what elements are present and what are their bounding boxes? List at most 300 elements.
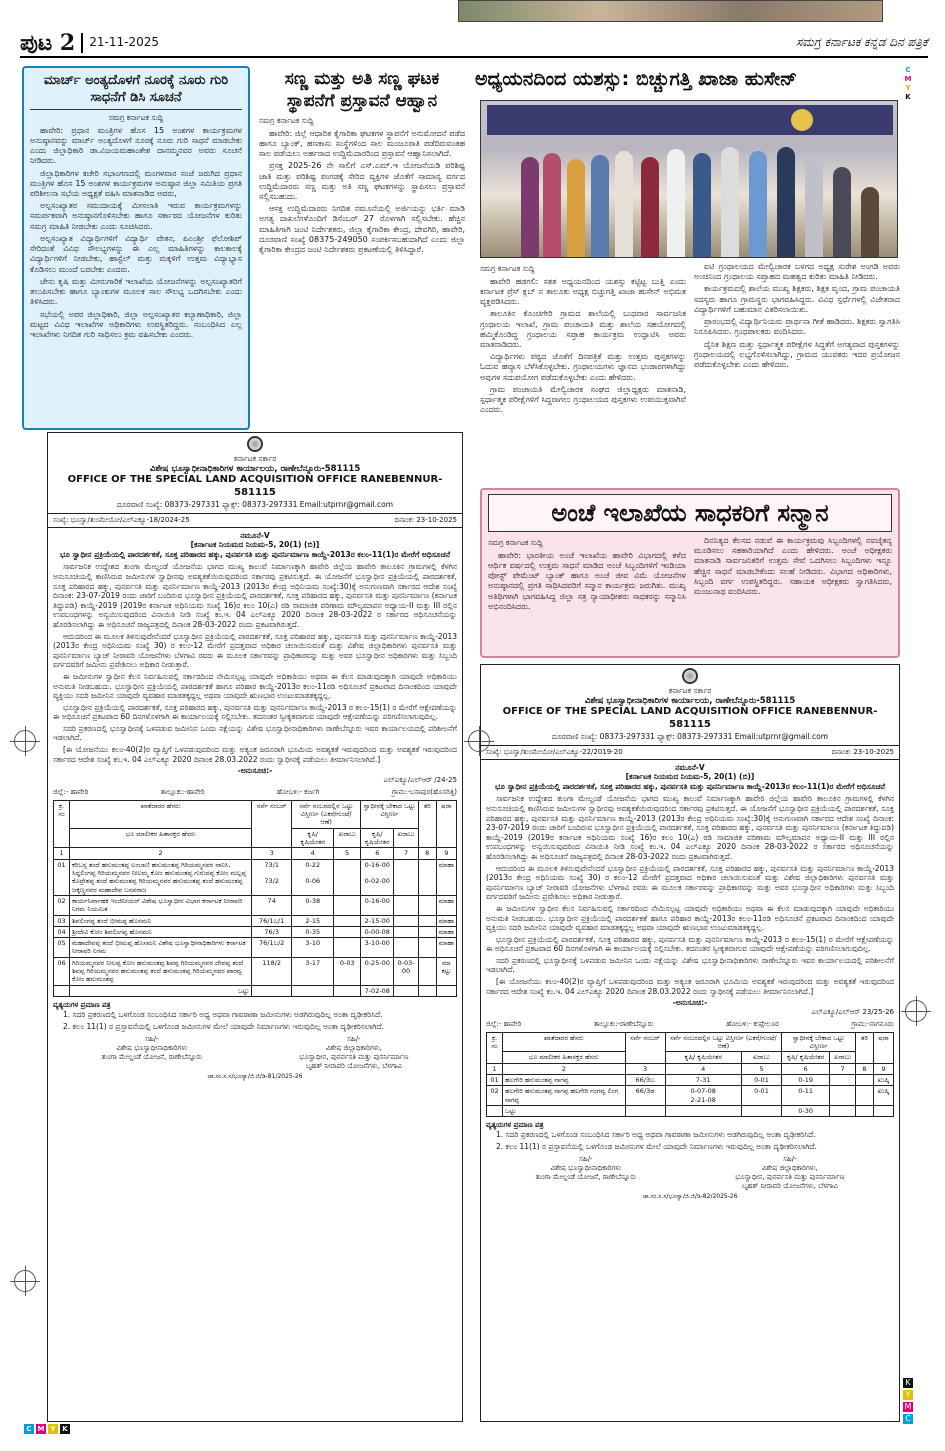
schedule-hobli: ಹೋಬಳಿ:- ಕರ್ಜಗಿ <box>276 787 320 796</box>
article-paragraph: ಐಟಿ ಗ್ರಂಥಾಲಯದ ಮೇಲ್ವಿಚಾರಕ ಬಳಗದ ಅಧ್ಯಕ್ಷ ಸುರೇಶ ಅಂಗಡಿ ಅವರು ಅಂಚಿನಿಂದ ಗ್ರಂಥಾಲಯ ಸಪ್ತಾಹದ ಮಹತ್ವದ ಕುರಿತು ಮಾಹಿತಿ ನೀಡಿದರು. <box>694 262 900 282</box>
table-cell-khar2 <box>394 926 418 937</box>
person-figure <box>861 187 879 257</box>
article-body <box>30 126 242 341</box>
table-cell-khar2 <box>830 1105 856 1116</box>
event-photo <box>480 100 898 258</box>
schedule-district: ಜಿಲ್ಲೆ:- ಹಾವೇರಿ <box>53 787 89 796</box>
notice-date: ದಿನಾಂಕ: 23-10-2025 <box>831 747 894 756</box>
reg-y: Y <box>48 1424 58 1434</box>
signature-block <box>53 1035 457 1071</box>
col-number: 7 <box>830 1063 856 1074</box>
registration-marks-bottom <box>24 1424 70 1434</box>
notice-state: ಕರ್ನಾಟಕ ಸರ್ಕಾರ <box>668 686 712 695</box>
table-cell-remark: ಮಾಹಾ <box>436 895 456 915</box>
schedule-district: ಜಿಲ್ಲೆ:- ಹಾವೇರಿ <box>486 1019 522 1028</box>
table-cell-area: 2-15 <box>292 915 334 926</box>
signature-left <box>102 1035 203 1071</box>
notice-footer-code: ಜಾ.ಸಂ.ಸ.ಸ/ಭೂಸ್ವಾ/ಜಿ.ಜಿ/ಡಿ-81/2025-26 <box>207 1072 303 1080</box>
notice-paragraph: ಭೂಸ್ವಾಧೀನ ಪ್ರಕ್ರಿಯೆಯಲ್ಲಿ ಪಾರದರ್ಶಕತೆ, ಸೂಕ್ತ ಪರಿಹಾರದ ಹಕ್ಕು, ಪುನರ್ವಸತಿ ಮತ್ತು ಪುನರ್ನಿರ್ಮಾಣ ಕಾಯ್ದೆ-2013 ರ ಕಲಂ-15(1) ರ ಮೇರೆಗೆ ಆಕ್ಷೇಪಣೆಯನ್ನು ಈ ಅಧಿಸೂಚನೆ ಪ್ರಕಟವಾದ 60 ದಿನಗಳೊಳಗಾಗಿ ಈ ಕಾರ್ಯಾಲಯಕ್ಕೆ ಸಲ್ಲಿಸಬೇಕು. ತದನಂತರ ಸ್ವೀಕೃತವಾಗುವ ಯಾವುದೇ ಆಕ್ಷೇಪಣೆಯನ್ನು ಪರಿಗಣಿಸಲಾಗುವುದಿಲ್ಲ. <box>53 702 457 722</box>
article-paragraph: ಹಾವೇರಿ: ಪ್ರಧಾನ ಮಂತ್ರಿಗಳ ಹೊಸ 15 ಅಂಶಗಳ ಕಾರ್ಯಕ್ರಮಗಳ ಅನುಷ್ಠಾನವನ್ನು ಮಾರ್ಚ್ ಅಂತ್ಯದೊಳಗೆ ನೂರಕ್ಕೆ ನೂರು ಗುರಿ ಸಾಧನೆ ಮಾಡಬೇಕು ಎಂದು ಜಿಲ್ಲಾಧಿಕಾರಿ ಡಾ.ವಿಜಯಮಹಾಂತೇಶ ದಾನಮ್ಮನವರ ಅವರು ಸೂಚನೆ ನೀಡಿದರು. <box>30 125 242 166</box>
col-subheader: ಕೃಷಿ/ ಕೃಷಿಯೇತರ <box>292 828 334 848</box>
table-cell-remark: ಮಾಹಾ <box>436 926 456 937</box>
notice-ref-number: ಸಂಖ್ಯೆ: ಭೂಸ್ವಾ/ತುಂಮೇಯೋ/ಎಲ್‌ಎಕ್ಯೂ-18/2024-25 <box>53 515 190 524</box>
table-cell-survey: 118/2 <box>252 957 292 985</box>
person-figure <box>667 149 685 257</box>
col-number: 1 <box>487 1063 503 1074</box>
sig-line: ತುಂಗಾ ಮೇಲ್ದಂಡೆ ಯೋಜನೆ, ರಾಣೇಬೆನ್ನೂರು <box>101 1053 203 1062</box>
table-cell-survey: 76/3 <box>252 926 292 937</box>
registration-marks-right <box>903 1378 913 1426</box>
table-cell-acq: 0-16-00 <box>361 895 394 915</box>
col-header: ಸರ್ವೆ ನಂಬರ್ <box>252 800 292 848</box>
table-cell-bound <box>418 859 436 895</box>
signature-block <box>486 1155 894 1191</box>
notice-rule: [ಕರ್ನಾಟಕ ನಿಯಮದ ನಿಯಮ-5, 20(1) (ಬಿ)] <box>190 540 320 550</box>
article-paragraph: ಸಭೆಯಲ್ಲಿ ಅಪರ ಜಿಲ್ಲಾಧಿಕಾರಿ, ಜಿಲ್ಲಾ ಅಲ್ಪಸಂಖ್ಯಾತರ ಕಲ್ಯಾಣಾಧಿಕಾರಿ, ಜಿಲ್ಲಾ ಮಟ್ಟದ ವಿವಿಧ ಇಲಾಖೆಗಳ ಅಧಿಕಾರಿಗಳು ಉಪಸ್ಥಿತರಿದ್ದರು. ಸಂಬಂಧಿಸಿದ ಎಲ್ಲ ಇಲಾಖೆಗಳು ನಿಗದಿತ ಗುರಿ ಸಾಧಿಸಲು ಕ್ರಮ ವಹಿಸಬೇಕು ಎಂದರು. <box>30 309 242 340</box>
col-subheader: ಭೂ ಮಾಲೀಕರ ಹಿತಾಸಕ್ತರ ಹೆಸರು <box>70 828 252 848</box>
col-number: 6 <box>361 848 394 859</box>
col-number: 2 <box>503 1063 626 1074</box>
table-cell-bound <box>856 1075 874 1086</box>
stage-banner <box>487 105 893 135</box>
col-number: 9 <box>436 848 456 859</box>
table-cell-sl: 02 <box>487 1086 503 1106</box>
table-cell-acq: 0-25-00 <box>361 957 394 985</box>
col-subheader: ಭೂ ಮಾಲೀಕರ ಹಿತಾಸಕ್ತರ ಹೆಸರು <box>503 1052 626 1063</box>
article-column <box>480 262 686 484</box>
sig-line: ವಿಶೇಷ ಜಿಲ್ಲಾಧಿಕಾರಿಗಳು, <box>761 1164 818 1173</box>
article-small-units <box>255 66 469 430</box>
notice-paragraph: ಸದರಿ ಪ್ರಕರಣದಲ್ಲಿ ಭೂಸ್ವಾಧೀನಕ್ಕೆ ಒಳಪಡುವ ಜಮೀನಿನ ಒಂದು ನಕ್ಷೆಯನ್ನು ವಿಶೇಷ ಭೂಸ್ವಾಧೀನಾಧಿಕಾರಿಗಳು ರಾಣೇಬೆನ್ನೂರು ಇವರ ಕಾರ್ಯಾಲಯದಲ್ಲಿ ಪರಿಶೀಲನೆಗೆ ಇಡಲಾಗಿದೆ. <box>486 955 894 975</box>
reg-k: K <box>60 1424 70 1434</box>
table-cell-khar <box>741 1105 781 1116</box>
table-cell-khar2 <box>394 895 418 915</box>
col-number: 1 <box>54 848 70 859</box>
col-subheader: ಕೃಷಿ/ ಕೃಷಿಯೇತರ <box>361 828 394 848</box>
article-byline: ಸಮಗ್ರ ಕರ್ನಾಟಕ ಸುದ್ದಿ <box>480 264 535 273</box>
table-cell-khar2 <box>394 985 418 996</box>
table-cell-area: 0-07-08 2-21-08 <box>665 1086 741 1106</box>
reg-m: M <box>904 1402 912 1411</box>
article-paragraph: ಪ್ರಸಕ್ತ 2025-26 ನೇ ಸಾಲಿಗೆ ಎಸ್.ಎಮ್.ಇ ಯೋಜನೆಯಡಿ ಪರಿಶಿಷ್ಟ ಜಾತಿ ಮತ್ತು ಪರಿಶಿಷ್ಟ ಪಂಗಡಕ್ಕೆ ಸೇರಿದ ವ್ಯಕ್ತಿಗಳ ಜೊತೆಗೆ ಸಾಮಾನ್ಯ ವರ್ಗದ ಉದ್ದಿಮೆದಾರರು ಸಣ್ಣ ಮತ್ತು ಅತಿ ಸಣ್ಣ ಘಟಕಗಳನ್ನು ಸ್ಥಾಪಿಸಲು ಪ್ರಸ್ತಾವನೆ ಸಲ್ಲಿಸಬಹುದು. <box>259 161 465 201</box>
notice-act: ಭೂ ಸ್ವಾಧೀನ ಪ್ರಕ್ರಿಯೆಯಲ್ಲಿ ಪಾರದರ್ಶಕತೆ, ಸೂಕ್ತ ಪರಿಹಾರದ ಹಕ್ಕು, ಪುನರ್ವಸತಿ ಮತ್ತು ಪುನರ್ನಿರ್ಮಾಣ ಕಾಯ್ದೆ-2013ರ ಕಲಂ-11(1)ರ ಮೇರೆಗೆ ಅಧಿಸೂಚನೆ <box>494 781 886 791</box>
sig-line: ಬೃಹತ್ ನೀರಾವರಿ ಯೋಜನೆಗಳು, ಬೆಳಗಾವಿ <box>305 1062 402 1071</box>
table-cell-bound <box>418 895 436 915</box>
notice-paragraph: ಆದುದರಿಂದ ಈ ಮೂಲಕ ತಿಳಿಸುವುದೇನೆಂದರೆ ಭೂಸ್ವಾಧೀನ ಪ್ರಕ್ರಿಯೆಯಲ್ಲಿ ಪಾರದರ್ಶಕತೆ, ಸೂಕ್ತ ಪರಿಹಾರದ ಹಕ್ಕು, ಪುನರ್ವಸತಿ ಮತ್ತು ಪುನರ್ನಿರ್ಮಾಣ ಕಾಯ್ದೆ-2013 (2013ರ ಕೇಂದ್ರ ಅಧಿನಿಯಮ ಸಂಖ್ಯೆ 30) ರ ಕಲಂ-12 ಮೇರೆಗೆ ಪ್ರದತ್ತವಾದ ಅಧಿಕಾರ ಚಲಾಯಿಸುವಂತೆ ಮತ್ತು ವಿಶೇಷ ಜಿಲ್ಲಾಧಿಕಾರಿಗಳು ಪುನರ್ವಸತಿ ಮತ್ತು ಪುನರ್ನಿರ್ಮಾಣ ಬ್ಯಾಚ್ ನೀರಾವರಿ ಯೋಜನೆಗಳು ಬೆಳಗಾವಿ ರವರು ಈ ಮೂಲಕ ಸರ್ಕಾರವನ್ನು ಪ್ರಾಧಿಕಾರವನ್ನು ಮತ್ತು ಅವರ ಭೂಸ್ವಾಧೀನ ಅಧಿಕಾರಿಗಳು ಮತ್ತು ಸಿಬ್ಬಂದಿ ವರ್ಗದವರಿಗೆ ಜಮೀನು ಪ್ರವೇಶಿಸಲು ಅಧಿಕಾರ ನೀಡುತ್ತಾರೆ. <box>53 631 457 670</box>
table-cell-remark: ಮಾ ಕಟ್ಟು <box>436 957 456 985</box>
table-cell-khar2 <box>830 1086 856 1106</box>
table-cell-sl: 03 <box>54 915 70 926</box>
table-cell-area: 3-17 <box>292 957 334 985</box>
reg-c: C <box>905 66 911 74</box>
notice-paragraph: ಭೂಸ್ವಾಧೀನ ಪ್ರಕ್ರಿಯೆಯಲ್ಲಿ ಪಾರದರ್ಶಕತೆ, ಸೂಕ್ತ ಪರಿಹಾರದ ಹಕ್ಕು, ಪುನರ್ವಸತಿ ಮತ್ತು ಪುನರ್ನಿರ್ಮಾಣ ಕಾಯ್ದೆ-2013 ರ ಕಲಂ-15(1) ರ ಮೇರೆಗೆ ಆಕ್ಷೇಪಣೆಯನ್ನು ಈ ಅಧಿಸೂಚನೆ ಪ್ರಕಟವಾದ 60 ದಿನಗಳೊಳಗಾಗಿ ಈ ಕಾರ್ಯಾಲಯಕ್ಕೆ ಸಲ್ಲಿಸಬೇಕು. ತದನಂತರ ಸ್ವೀಕೃತವಾಗುವ ಯಾವುದೇ ಆಕ್ಷೇಪಣೆಯನ್ನು ಪರಿಗಣಿಸಲಾಗುವುದಿಲ್ಲ. <box>486 934 894 954</box>
table-cell-acq: 0-00-08 <box>361 926 394 937</box>
col-subheader: ಕೃಷಿ/ ಕೃಷಿಯೇತರ <box>782 1052 830 1063</box>
notice-date: ದಿನಾಂಕ: 23-10-2025 <box>394 515 457 524</box>
table-cell-acq: 0-16-00 0-02-00 <box>361 859 394 895</box>
article-paragraph: ದಿನನಿತ್ಯದ ಕೆಲಸದ ನಡುವೆ ಈ ಕಾರ್ಯಕ್ರಮವು ಸಿಬ್ಬಂದಿಗಳಲ್ಲಿ ನವಚೈತನ್ಯ ಮೂಡಿಸಲು ಸಹಕಾರಿಯಾಗಿದೆ ಎಂದು ಹೇಳಿದರು. ಅಂಚೆ ಅಧೀಕ್ಷಕರು ಮಾತನಾಡಿ ಸಾರ್ವಜನಿಕರಿಗೆ ಉತ್ತಮ ಸೇವೆ ಒದಗಿಸಲು ಸಿಬ್ಬಂದಿಗಳು ಇನ್ನೂ ಹೆಚ್ಚಿನ ಸಾಧನೆ ಮಾಡಬೇಕೆಂದು ಸಲಹೆ ನೀಡಿದರು. ವಿಭಾಗದ ಅಧಿಕಾರಿಗಳು, ಸಿಬ್ಬಂದಿ ವರ್ಗ ಉಪಸ್ಥಿತರಿದ್ದರು. ಸಹಾಯಕ ಅಧೀಕ್ಷಕರು ಸ್ವಾಗತಿಸಿದರು, ಮಂಜುನಾಥ ವಂದಿಸಿದರು. <box>694 536 892 597</box>
table-cell-bound <box>418 957 436 985</box>
registration-crosshair-icon <box>905 1000 927 1022</box>
land-acquisition-notice <box>47 432 463 1422</box>
col-number: 6 <box>782 1063 830 1074</box>
table-cell-remark <box>874 1105 894 1116</box>
notice-office-english: OFFICE OF THE SPECIAL LAND ACQUISITION OFFICE RANEBENNUR-581115 <box>502 706 878 731</box>
article-headline: ಅಂಚೆ ಇಲಾಖೆಯ ಸಾಧಕರಿಗೆ ಸನ್ಮಾನ <box>488 494 892 532</box>
col-number: 5 <box>334 848 361 859</box>
table-cell-khar <box>334 895 361 915</box>
table-cell-area: 7-31 <box>665 1075 741 1086</box>
schedule-village: ಗ್ರಾಮ:-ನಾಗನೂರು <box>851 1019 894 1028</box>
table-cell-name: ಒಟ್ಟು <box>70 985 252 996</box>
state-emblem-icon <box>247 436 263 452</box>
schedule-code: ಎಲ್‌ಎಕ್ಯೂ/ಎಲ್‌ಆರ್ /24-25 <box>383 775 457 784</box>
notice-act: ಭೂ ಸ್ವಾಧೀನ ಪ್ರಕ್ರಿಯೆಯಲ್ಲಿ ಪಾರದರ್ಶಕತೆ, ಸೂಕ್ತ ಪರಿಹಾರದ ಹಕ್ಕು, ಪುನರ್ವಸತಿ ಮತ್ತು ಪುನರ್ನಿರ್ಮಾಣ ಕಾಯ್ದೆ-2013ರ ಕಲಂ-11(1)ರ ಮೇರೆಗೆ ಅಧಿಸೂಚನೆ <box>59 549 451 559</box>
col-number: 8 <box>856 1063 874 1074</box>
schedule-taluk: ತಾಲ್ಲೂಕು:-ಹಾವೇರಿ <box>160 787 205 796</box>
table-cell-bound <box>418 938 436 958</box>
notice-paragraph: ಈ ಜಮೀನುಗಳ ಸ್ವಾಧೀನ ಕೆಲಸ ನಿರ್ವಹಿಸುವಲ್ಲಿ ಸರ್ಕಾರದಿಂದ ನೇಮಿಸಲ್ಪಟ್ಟ ಯಾವುದೇ ಅಧಿಕಾರಿಯು ಅಥವಾ ಈ ಕೆಲಸ ಮಾಡುವುದಕ್ಕಾಗಿ ಯಾವುದೇ ಅಧಿಕಾರಿಯು ಅನುಮತಿ ನೀಡಬಹುದು. ಭೂಸ್ವಾಧೀನ ಪ್ರಕ್ರಿಯೆಯಲ್ಲಿ ಪಾರದರ್ಶಕತೆ ಹಾಗೂ ಪರಿಹಾರ ಕಾಯ್ದೆ-2013ರ ಕಲಂ-11ರಡಿ ಅಧಿಸೂಚನೆ ಪ್ರಕಟವಾದ ದಿನಾಂಕದಿಂದ ಯಾವುದೇ ವ್ಯಕ್ತಿಯು ಸದರಿ ಜಮೀನಿನ ಯಾವುದೇ ವ್ಯವಹಾರ ಮಾಡತಕ್ಕದ್ದಲ್ಲ ಅಥವಾ ಯಾವುದೇ ಋಣಭಾರ ಉಂಟುಮಾಡತಕ್ಕದ್ದಲ್ಲ. <box>486 903 894 933</box>
col-header: ಷರಾ <box>874 1032 894 1063</box>
col-header: ಸರ್ವೆ ನಂಬರ್ <box>625 1032 665 1063</box>
reg-k: K <box>903 1378 913 1388</box>
col-header: ಸರ್ವೆ ನಂಬರದಲ್ಲಿನ ಒಟ್ಟು ವಿಸ್ತೀರ್ಣ (ಎಕರೆ/ಗುಂಟೆ/ ಆಣೆ) <box>292 800 361 828</box>
table-cell-sl: 06 <box>54 957 70 985</box>
notice-ref-number: ಸಂಖ್ಯೆ: ಭೂಸ್ವಾ/ತುಂಮೇಯೋ/ಎಲ್‌ಎಕ್ಯೂ-22/2019-20 <box>486 747 623 756</box>
col-header: ಸರ್ವೆ ನಂಬರದಲ್ಲಿನ ಒಟ್ಟು ವಿಸ್ತೀರ್ಣ (ಎಕರೆ/ಗುಂಟೆ/ ಆಣೆ) <box>665 1032 782 1052</box>
col-header: ಕ್ರ. ಸಂ <box>54 800 70 848</box>
table-row <box>54 895 457 915</box>
notice-paragraph: ಈ ಜಮೀನುಗಳ ಸ್ವಾಧೀನ ಕೆಲಸ ನಿರ್ವಹಿಸುವಲ್ಲಿ ಸರ್ಕಾರದಿಂದ ನೇಮಿಸಲ್ಪಟ್ಟ ಯಾವುದೇ ಅಧಿಕಾರಿಯು ಅಥವಾ ಈ ಕೆಲಸ ಮಾಡುವುದಕ್ಕಾಗಿ ಯಾವುದೇ ಅಧಿಕಾರಿಯು ಅನುಮತಿ ನೀಡಬಹುದು. ಭೂಸ್ವಾಧೀನ ಪ್ರಕ್ರಿಯೆಯಲ್ಲಿ ಪಾರದರ್ಶಕತೆ ಹಾಗೂ ಪರಿಹಾರ ಕಾಯ್ದೆ-2013ರ ಕಲಂ-11ರಡಿ ಅಧಿಸೂಚನೆ ಪ್ರಕಟವಾದ ದಿನಾಂಕದಿಂದ ಯಾವುದೇ ವ್ಯಕ್ತಿಯು ಸದರಿ ಜಮೀನಿನ ಯಾವುದೇ ವ್ಯವಹಾರ ಮಾಡತಕ್ಕದ್ದಲ್ಲ ಅಥವಾ ಯಾವುದೇ ಋಣಭಾರ ಉಂಟುಮಾಡತಕ್ಕದ್ದಲ್ಲ. <box>53 671 457 701</box>
table-cell-name: ಶಿವಲಿಂಗಪ್ಪ ತಂದೆ ಭೀಮಪ್ಪ ಹೊಸಮನಿ <box>70 915 252 926</box>
table-cell-name: ಗಿರಿಯಮ್ಮನವರ ನೀಲಪ್ಪ ಕೋಂ ಹನುಮಂತಪ್ಪ ಶಿವಪ್ಪ ಗಿರಿಯಮ್ಮನವರ ದೇವಪ್ಪ ತಂದೆ ಶಿವಪ್ಪ ಗಿರಿಯಮ್ಮನವರ ಹನುಮಂತಪ್ಪ ತಂದೆ ಹನುಮಂತಪ್ಪ ಗಿರಿಯಮ್ಮನವರ ಪಾರವ್ವ ಕೋಂ ಹನುಮಂತಪ್ಪ <box>70 957 252 985</box>
sig-line: ಬೃಹತ್ ನೀರಾವರಿ ಯೋಜನೆಗಳು, ಬೆಳಗಾವಿ <box>741 1182 838 1191</box>
table-cell-remark: ಖುಷ್ಕಿ <box>874 1086 894 1106</box>
table-cell-khar2 <box>394 859 418 895</box>
table-cell-khar <box>334 926 361 937</box>
table-cell-name: ಶ್ರೀದೇವಿ ಕೋಂ ಶಿವಲಿಂಗಪ್ಪ ಹೊಸಮನಿ <box>70 926 252 937</box>
person-figure <box>777 147 795 257</box>
col-subheader: ಕೃಷಿ/ ಕೃಷಿಯೇತರ <box>665 1052 741 1063</box>
table-cell-survey: 76/1ಬ/1 <box>252 915 292 926</box>
table-cell-remark: ಮಾಹಾ <box>436 915 456 926</box>
sig-line: ಸಹಿ/- <box>347 1035 361 1044</box>
registration-crosshair-icon <box>14 730 36 752</box>
table-row <box>54 926 457 937</box>
col-header: ಖಾತೆದಾರರ ಹೆಸರು <box>70 800 252 828</box>
notice-paragraph: ಸಾರ್ವಜನಿಕ ಉದ್ದೇಶದ ತುಂಗಾ ಮೇಲ್ದಂಡೆ ಯೋಜನೆಯ ಭಾಗದ ಮುಖ್ಯ ಕಾಲುವೆ ನಿರ್ಮಾಣಕ್ಕಾಗಿ ಹಾವೇರಿ ಜಿಲ್ಲೆಯ ಹಾವೇರಿ ತಾಲೂಕಿನ ಗ್ರಾಮಗಳಲ್ಲಿ ಕೆಳಗಿನ ಅನುಸೂಚಿಯಲ್ಲಿ ಕಾಣಿಸಿರುವ ಜಮೀನುಗಳ ಸ್ವಾಧೀನವು ಅವಶ್ಯಕತೆಯಿರುವುದರಿಂದ ಸರ್ಕಾರವು ಪ್ರಕಟಿಸುತ್ತದೆ. ಈ ಯೋಜನೆಗೆ ಭೂಸ್ವಾಧೀನ ಪ್ರಕ್ರಿಯೆಯಲ್ಲಿ ಪಾರದರ್ಶಕತೆ, ಸೂಕ್ತ ಪರಿಹಾರದ ಹಕ್ಕು, ಪುನರ್ವಸತಿ ಮತ್ತು ಪುನರ್ನಿರ್ಮಾಣ ಕಾಯ್ದೆ-2013 (2013ರ ಕೇಂದ್ರ ಅಧಿನಿಯಮ ಸಂಖ್ಯೆ:30)ಕ್ಕೆ ಅನುಗುಣವಾಗಿ ಸರ್ಕಾರದ ಆದೇಶ ಸಂಖ್ಯೆ ದಿನಾಂಕ: 23-07-2019 ರಂದು ಜಾರಿಗೆ ಬಂದಿರುವ ಭೂಸ್ವಾಧೀನ ಪ್ರಕ್ರಿಯೆಯಲ್ಲಿ ಪಾರದರ್ಶಕತೆ, ಸೂಕ್ತ ಪರಿಹಾರದ ಹಕ್ಕು, ಪುನರ್ವಸತಿ ಮತ್ತು ಪುನರ್ನಿರ್ಮಾಣ (ಕರ್ನಾಟಕ ತಿದ್ದುಪಡಿ) ಕಾಯ್ದೆ-2019 (2019ರ ಕರ್ನಾಟಕ ಅಧಿನಿಯಮ ಸಂಖ್ಯೆ 16)ರ ಕಲಂ 10(ಎ) ರಡಿ ಸಾಮಾಜಿಕ ಪರಿಣಾಮ ಮೌಲ್ಯಮಾಪನ ಅಧ್ಯಾಯ-II ಮತ್ತು III ರಲ್ಲಿನ ಉಪಬಂಧಗಳನ್ನು ಅನ್ವಯಿಸುವುದರಿಂದ ವಿನಾಯಿತಿ ನೀಡಿ ಸಂಖ್ಯೆ ಕಂ.ಇ. 04 ಎಲ್‌ಎಕ್ಯೂ 2020 ದಿನಾಂಕ 28-03-2022 ರ ಸರ್ಕಾರದ ಅಧಿಸೂಚನೆಯನ್ನು ಹೊರಡಿಸಲಾಗಿದ್ದು ಈ ಅಧಿಸೂಚನೆ ರಾಜ್ಯಪತ್ರದಲ್ಲಿ ದಿನಾಂಕ 28-03-2022 ರಂದು ಪ್ರಕಟವಾಗಿರುತ್ತದೆ. <box>486 794 894 861</box>
table-row <box>54 985 457 996</box>
table-cell-area <box>665 1105 741 1116</box>
table-cell-name: ಮಹಾದೇವಪ್ಪ ತಂದೆ ಭೀಮಪ್ಪ ಹೊಸಮನಿ ವಿಶೇಷ ಭೂಸ್ವಾಧೀನಾಧಿಕಾರಿಗಳು ಕರ್ನಾಟಕ ನೀರಾವರಿ ನಿಗಮ <box>70 938 252 958</box>
article-headline: ಮಾರ್ಚ್ ಅಂತ್ಯದೊಳಗೆ ನೂರಕ್ಕೆ ನೂರು ಗುರಿ ಸಾಧನೆಗೆ ಡಿಸಿ ಸೂಚನೆ <box>30 72 242 110</box>
article-paragraph: ಕಾರ್ಯಕ್ರಮದಲ್ಲಿ ಶಾಲೆಯ ಮುಖ್ಯ ಶಿಕ್ಷಕರು, ಶಿಕ್ಷಕ ವೃಂದ, ಗ್ರಾಮ ಪಂಚಾಯತಿ ಸದಸ್ಯರು ಹಾಗೂ ಗ್ರಾಮಸ್ಥರು ಭಾಗವಹಿಸಿದ್ದರು. ವಿವಿಧ ಸ್ಪರ್ಧೆಗಳಲ್ಲಿ ವಿಜೇತರಾದ ವಿದ್ಯಾರ್ಥಿಗಳಿಗೆ ಬಹುಮಾನ ವಿತರಿಸಲಾಯಿತು. <box>694 284 900 314</box>
masthead-divider <box>81 33 83 53</box>
person-figure <box>641 157 659 257</box>
top-photo-strip <box>458 0 883 22</box>
table-cell-area: 0-35 <box>292 926 334 937</box>
schedule-table <box>53 800 457 997</box>
notice-paragraph: ಸದರಿ ಪ್ರಕರಣದಲ್ಲಿ ಭೂಸ್ವಾಧೀನಕ್ಕೆ ಒಳಪಡುವ ಜಮೀನಿನ ಒಂದು ನಕ್ಷೆಯನ್ನು ವಿಶೇಷ ಭೂಸ್ವಾಧೀನಾಧಿಕಾರಿಗಳು ರಾಣೇಬೆನ್ನೂರು ಇವರ ಕಾರ್ಯಾಲಯದಲ್ಲಿ ಪರಿಶೀಲನೆಗೆ ಇಡಲಾಗಿದೆ. <box>53 723 457 743</box>
person-figure <box>521 157 539 257</box>
article-body <box>488 536 892 614</box>
article-paragraph: ಪ್ರಾರಂಭದಲ್ಲಿ ವಿದ್ಯಾರ್ಥಿನಿಯರು ಪ್ರಾರ್ಥನಾ ಗೀತೆ ಹಾಡಿದರು. ಶಿಕ್ಷಕರು ಸ್ವಾಗತಿಸಿ ನಿರೂಪಿಸಿದರು. ಗ್ರಂಥಪಾಲಕರು ವಂದಿಸಿದರು. <box>694 317 900 337</box>
article-paragraph: ಜೇನು ಕೃಷಿ ಮತ್ತು ಮೀನುಗಾರಿಕೆ ಇಲಾಖೆಯ ಯೋಜನೆಗಳನ್ನು ಅಲ್ಪಸಂಖ್ಯಾತರಿಗೆ ತಲುಪಿಸಬೇಕು ಹಾಗೂ ಬ್ಯಾಂಕುಗಳ ಮೂಲಕ ಸಾಲ ಸೌಲಭ್ಯ ಒದಗಿಸಬೇಕು ಎಂದು ತಿಳಿಸಿದರು. <box>30 276 242 307</box>
table-cell-khar <box>334 915 361 926</box>
table-cell-survey: 66/3ಬ <box>625 1075 665 1086</box>
schedule-title: -ಅನುಸೂಚಿ:- <box>672 998 708 1008</box>
table-cell-acq: 0-11 <box>782 1086 830 1106</box>
table-row <box>54 915 457 926</box>
table-cell-bound <box>418 915 436 926</box>
person-figure <box>615 151 633 257</box>
paper-name: ಸಮಗ್ರ ಕರ್ನಾಟಕ ಕನ್ನಡ ದಿನ ಪತ್ರಿಕೆ <box>796 35 928 50</box>
article-paragraph: ಜಿಲ್ಲಾಧಿಕಾರಿಗಳ ಕಚೇರಿ ಸಭಾಂಗಣದಲ್ಲಿ ಮಂಗಳವಾರ ಸಂಜೆ ಜರುಗಿದ ಪ್ರಧಾನ ಮಂತ್ರಿಗಳ ಹೊಸ 15 ಅಂಶಗಳ ಕಾರ್ಯಕ್ರಮಗಳ ಅನುಷ್ಠಾನ ಜಿಲ್ಲಾ ಸಮಿತಿಯ ಪ್ರಗತಿ ಪರಿಶೀಲನಾ ಸಭೆಯ ಅಧ್ಯಕ್ಷತೆ ವಹಿಸಿ ಮಾತನಾಡಿದ ಅವರು, <box>30 168 242 198</box>
table-cell-sl: 04 <box>54 926 70 937</box>
col-number: 4 <box>292 848 334 859</box>
notice-contact: ದೂರವಾಣಿ ಸಂಖ್ಯೆ: 08373-297331 ಫ್ಯಾಕ್ಸ್: 08373-297331 Email:utprnr@gmail.com <box>116 500 394 510</box>
col-number: 4 <box>665 1063 741 1074</box>
notice-paragraph: [ಈ ಯೋಜನೆಯು ಕಲಂ-40(2)ರ ವ್ಯಾಪ್ತಿಗೆ ಒಳಪಡುವುದರಿಂದ ಮತ್ತು ಅತ್ಯಂತ ಜರೂರಾಗಿ ಭೂಮಿಯ ಅವಶ್ಯಕತೆ ಇರುವುದರಿಂದ ಮತ್ತು ಅವಶ್ಯಕತೆ ಇರುವುದರಿಂದ ಸರ್ಕಾರದ ಆದೇಶ ಸಂಖ್ಯೆ ಕಂ.ಇ. 04 ಎಲ್‌ಎಕ್ಯೂ 2020 ದಿನಾಂಕ 28.03.2022 ರಂದು ಸ್ವಾಧೀನಕ್ಕೆ ಪಡೆಯಲು ತೀರ್ಮಾನಿಸಲಾಗಿದೆ.] <box>486 977 894 996</box>
table-cell-acq: 2-15-00 <box>361 915 394 926</box>
table-cell-area: 0-38 <box>292 895 334 915</box>
article-study-headline-wrap <box>475 66 900 96</box>
schedule-hobli: ಹೋಬಳಿ:- ಕುಪ್ಪೇಲೂರ <box>726 1019 779 1028</box>
table-cell-bound <box>856 1086 874 1106</box>
table-cell-bound <box>418 985 436 996</box>
reg-y: Y <box>905 84 911 92</box>
certificate-note: 2. ಕಲಂ 11(1) ರ ಪ್ರಸ್ತಾವನೆಯಲ್ಲಿ ಒಳಗೊಂಡ ಜಮೀನುಗಳ ಮೇಲೆ ಯಾವುದೇ ನಿರ್ಮಾಣಗಳು ಇರುವುದಿಲ್ಲ ಅಂತಾ ದೃಢೀಕರಿಸಲಾಗಿದೆ. <box>63 1021 384 1031</box>
article-paragraph: ತಾಲೂಕಿನ ಕೊಂಚಿಗೇರಿ ಗ್ರಾಮದ ಶಾಲೆಯಲ್ಲಿ ಬುಧವಾರ ಸಾರ್ವಜನಿಕ ಗ್ರಂಥಾಲಯ ಇಲಾಖೆ, ಗ್ರಾಮ ಪಂಚಾಯತಿ ಮತ್ತು ಶಾಲೆಯ ಸಹಯೋಗದಲ್ಲಿ ಹಮ್ಮಿಕೊಂಡಿದ್ದ ಗ್ರಂಥಾಲಯ ಸಪ್ತಾಹ ಕಾರ್ಯಕ್ರಮ ಉದ್ಘಾಟಿಸಿ ಅವರು ಮಾತನಾಡಿದರು. <box>480 309 686 349</box>
table-row <box>487 1105 894 1116</box>
person-figure <box>749 151 767 257</box>
table-cell-sl <box>487 1105 503 1116</box>
col-header: ಸ್ವಾಧೀನಕ್ಕೆ ಬೇಕಾದ ಒಟ್ಟು ವಿಸ್ತೀರ್ಣ <box>782 1032 856 1052</box>
table-row <box>487 1086 894 1106</box>
notice-state: ಕರ್ನಾಟಕ ಸರ್ಕಾರ <box>233 454 277 463</box>
certificate-note: 1. ಸದರಿ ಪ್ರಕರಣದಲ್ಲಿ ಒಳಗೊಂಡ ಸಂಬಂಧಿಸಿದ ಸರ್ಕಾರಿ ಅಧ್ಯ ಅಥವಾ ಗಾವಠಾಣಾ ಜಮೀನುಗಳು ಅಡಗಿರುವುದಿಲ್ಲ ಅಂತಾ ದೃಢೀಕರಿಸಿದೆ. <box>63 1009 383 1019</box>
table-cell-sl: 01 <box>54 859 70 895</box>
reg-c: C <box>903 1414 913 1424</box>
table-row <box>54 938 457 958</box>
article-headline: ಅಧ್ಯಯನದಿಂದ ಯಶಸ್ಸು: ಬಿಚ್ಚುಗತ್ತಿ ಖಾಜಾ ಹುಸೇನ್ <box>475 68 797 90</box>
person-figure <box>833 167 851 257</box>
issue-date: 21-11-2025 <box>89 35 159 50</box>
table-cell-survey: 66/3ಡ <box>625 1086 665 1106</box>
sig-line: ಸಹಿ/- <box>579 1155 593 1164</box>
table-cell-bound <box>856 1105 874 1116</box>
table-cell-survey: 73/1 73/2 <box>252 859 292 895</box>
table-cell-survey: 74 <box>252 895 292 915</box>
sig-line: ಭೂಸ್ವಾಧೀನ, ಪುನರ್ವಸತಿ ಮತ್ತು ಪುನರ್ನಿರ್ಮಾಣ <box>299 1053 409 1062</box>
article-paragraph: ಅಲ್ಪಸಂಖ್ಯಾತರ ಸಮುದಾಯಕ್ಕೆ ಮೀಸಲಾತಿ ಇರುವ ಕಾರ್ಯಕ್ರಮಗಳನ್ನು ಸಮರ್ಪಕವಾಗಿ ಅನುಷ್ಠಾನಗೊಳಿಸಬೇಕು ಹಾಗೂ ಸರ್ಕಾರದ ಯೋಜನೆಗಳ ಕುರಿತು ಸಮಗ್ರ ಮಾಹಿತಿ ನೀಡಬೇಕು ಎಂದು ಸೂಚಿಸಿದರು. <box>30 201 242 231</box>
article-paragraph: ವಿದ್ಯಾರ್ಥಿಗಳು ಪಠ್ಯದ ಜೊತೆಗೆ ದಿನಪತ್ರಿಕೆ ಮತ್ತು ಉತ್ತಮ ಪುಸ್ತಕಗಳನ್ನು ಓದುವ ಹವ್ಯಾಸ ಬೆಳೆಸಿಕೊಳ್ಳಬೇಕು. ಗ್ರಂಥಾಲಯಗಳು ಜ್ಞಾನದ ಭಂಡಾರಗಳಾಗಿದ್ದು ಅವುಗಳ ಸದುಪಯೋಗ ಪಡೆದುಕೊಳ್ಳಬೇಕು ಎಂದು ಹೇಳಿದರು. <box>480 352 686 382</box>
sig-line: ಸಹಿ/- <box>145 1035 159 1044</box>
col-header: ತರಿ <box>418 800 436 848</box>
table-cell-khar <box>334 859 361 895</box>
col-subheader: ಖರಾಬು <box>394 828 418 848</box>
table-cell-survey <box>625 1105 665 1116</box>
person-figure <box>693 153 711 257</box>
schedule-title: -ಅನುಸೂಚಿ:- <box>237 766 273 776</box>
article-paragraph: ದೈನಿಕ ಶಿಕ್ಷಣ ಮತ್ತು ಸ್ಪರ್ಧಾತ್ಮಕ ಪರೀಕ್ಷೆಗಳ ಸಿದ್ಧತೆಗೆ ಅಗತ್ಯವಾದ ಪುಸ್ತಕಗಳನ್ನು ಗ್ರಂಥಾಲಯದಲ್ಲಿ ಲಭ್ಯಗೊಳಿಸಲಾಗಿದ್ದು, ಗ್ರಾಮದ ಯುವಕರು ಇದರ ಪ್ರಯೋಜನ ಪಡೆದುಕೊಳ್ಳಬೇಕು ಎಂದು ಹೇಳಿದರು. <box>694 339 900 370</box>
table-cell-khar <box>334 938 361 958</box>
schedule-location <box>53 788 457 797</box>
notice-office-kannada: ವಿಶೇಷ ಭೂಸ್ವಾಧೀನಾಧಿಕಾರಿಗಳ ಕಾರ್ಯಾಲಯ, ರಾಣೇಬೆನ್ನೂರು-581115 <box>149 463 361 474</box>
article-column <box>694 262 900 484</box>
article-paragraph: ಹಾವೇರಿ: ಜಿಲ್ಲೆ ಆಧಾರಿತ ಕೈಗಾರಿಕಾ ಘಟಕಗಳ ಸ್ಥಾಪನೆಗೆ ಅನುಮೋದನೆ ಪಡೆದ ಹಾಗೂ ಬ್ಯಾಂಕ್, ಹಣಕಾಸು ಸಂಸ್ಥೆಗಳಿಂದ ಸಾಲ ಮಂಜೂರಾತಿ ಪಡೆದಿರುವಂತಹ ಸಾಲ ಪಡೆಯಲು ಅರ್ಹರಾದ ಉದ್ದಿಮೆದಾರರಿಂದ ಪ್ರಸ್ತಾವನೆ ಆಹ್ವಾನಿಸಲಾಗಿದೆ. <box>259 128 465 159</box>
table-row <box>54 957 457 985</box>
reg-m: M <box>904 75 912 83</box>
article-paragraph: ಹಾವೇರಿ: ಭಾರತೀಯ ಅಂಚೆ ಇಲಾಖೆಯ ಹಾವೇರಿ ವಿಭಾಗದಲ್ಲಿ ಕಳೆದ ಆರ್ಥಿಕ ವರ್ಷದಲ್ಲಿ ಉತ್ತಮ ಸಾಧನೆ ಮಾಡಿದ ಅಂಚೆ ಸಿಬ್ಬಂದಿಗಳಿಗೆ ಇಂಡಿಯಾ ಪೋಸ್ಟ್ ಪೇಮೆಂಟ್ ಬ್ಯಾಂಕ್ ಹಾಗೂ ಅಂಚೆ ಜೀವ ವಿಮೆ ಯೋಜನೆಗಳ ಅನುಷ್ಠಾನದಲ್ಲಿ ಪ್ರಗತಿ ಸಾಧಿಸಿದವರಿಗೆ ಸನ್ಮಾನ ಕಾರ್ಯಕ್ರಮ ಜರುಗಿತು. ಮುಖ್ಯ ಅತಿಥಿಗಳಾಗಿ ಭಾಗವಹಿಸಿದ್ದ ಜಿಲ್ಲಾ ಸತ್ರ ನ್ಯಾಯಾಧೀಶರು ಸಾಧಕರನ್ನು ಸನ್ಮಾನಿಸಿ ಅಭಿನಂದಿಸಿದರು. <box>488 550 686 611</box>
reg-m: M <box>37 1425 45 1433</box>
schedule-village: ಗ್ರಾಮ:-ಬಸಾಪುರ(ಹೊಸರಿತ್ತಿ) <box>391 787 457 796</box>
table-cell-name: ಕಾರ್ಯನಿರ್ವಾಹಕ ಇಂಜಿನೀಯರ್ ವಿಶೇಷ ಭೂಸ್ವಾಧೀನ ವಿಭಾಗ ಕರ್ನಾಟಕ ನೀರಾವರಿ ನಿಗಮ ನಿಯಮಿತ <box>70 895 252 915</box>
certificate-title: ವ್ಯತ್ಯಯಗಳ ಪ್ರಮಾಣ ಪತ್ರ <box>486 1121 544 1130</box>
person-figure <box>591 155 609 257</box>
sig-line: ವಿಶೇಷ ಭೂಸ್ವಾಧೀನಾಧಿಕಾರಿಗಳು <box>550 1164 622 1173</box>
registration-marks-top <box>903 66 913 102</box>
col-number: 3 <box>625 1063 665 1074</box>
article-paragraph: ಆಸಕ್ತ ಉದ್ದಿಮೆದಾರರು ನಿಗದಿತ ನಮೂನೆಯಲ್ಲಿ ಅರ್ಜಿಯನ್ನು ಭರ್ತಿ ಮಾಡಿ ಅಗತ್ಯ ದಾಖಲೆಗಳೊಂದಿಗೆ ಡಿಸೆಂಬರ್ 27 ರೊಳಗಾಗಿ ಸಲ್ಲಿಸಬೇಕು. ಹೆಚ್ಚಿನ ಮಾಹಿತಿಗಾಗಿ ಜಂಟಿ ನಿರ್ದೇಶಕರು, ಜಿಲ್ಲಾ ಕೈಗಾರಿಕಾ ಕೇಂದ್ರ, ದೇವಗಿರಿ, ಹಾವೇರಿ, ದೂರವಾಣಿ ಸಂಖ್ಯೆ 08375-249050 ಸಂಪರ್ಕಿಸಬಹುದಾಗಿದೆ ಎಂದು ಜಿಲ್ಲಾ ಕೈಗಾರಿಕಾ ಕೇಂದ್ರದ ಜಂಟಿ ನಿರ್ದೇಶಕರು ಪ್ರಕಟಣೆಯಲ್ಲಿ ತಿಳಿಸಿದ್ದಾರೆ. <box>259 204 465 255</box>
table-cell-bound <box>418 926 436 937</box>
article-dc-instruction <box>22 66 250 430</box>
sig-line: ತುಂಗಾ ಮೇಲ್ದಂಡೆ ಯೋಜನೆ, ರಾಣೇಬೆನ್ನೂರು <box>535 1173 637 1182</box>
certificate-note: 1. ಸದರಿ ಪ್ರಕರಣದಲ್ಲಿ ಒಳಗೊಂಡ ಸಂಬಂಧಿಸಿದ ಸರ್ಕಾರಿ ಅಧ್ಯ ಅಥವಾ ಗಾವಠಾಣಾ ಜಮೀನುಗಳು ಅಡಗಿರುವುದಿಲ್ಲ ಅಂತಾ ದೃಢೀಕರಿಸಿದೆ. <box>496 1130 816 1140</box>
notice-office-kannada: ವಿಶೇಷ ಭೂಸ್ವಾಧೀನಾಧಿಕಾರಿಗಳ ಕಾರ್ಯಾಲಯ, ರಾಣೇಬೆನ್ನೂರು-581115 <box>584 695 796 706</box>
masthead <box>20 30 928 58</box>
table-cell-sl: 05 <box>54 938 70 958</box>
col-number: 5 <box>741 1063 781 1074</box>
col-header: ಕ್ರ. ಸಂ <box>487 1032 503 1063</box>
table-cell-khar: 0-01 <box>741 1075 781 1086</box>
table-cell-khar2 <box>830 1075 856 1086</box>
notice-contact: ದೂರವಾಣಿ ಸಂಖ್ಯೆ: 08373-297331 ಫ್ಯಾಕ್ಸ್: 08373-297331 Email:utprnr@gmail.com <box>551 732 829 742</box>
signature-left <box>536 1155 637 1191</box>
notice-paragraph: ಸಾರ್ವಜನಿಕ ಉದ್ದೇಶದ ತುಂಗಾ ಮೇಲ್ದಂಡೆ ಯೋಜನೆಯ ಭಾಗದ ಮುಖ್ಯ ಕಾಲುವೆ ನಿರ್ಮಾಣಕ್ಕಾಗಿ ಹಾವೇರಿ ಜಿಲ್ಲೆಯ ಹಾವೇರಿ ತಾಲೂಕಿನ ಗ್ರಾಮಗಳಲ್ಲಿ ಕೆಳಗಿನ ಅನುಸೂಚಿಯಲ್ಲಿ ಕಾಣಿಸಿರುವ ಜಮೀನುಗಳ ಸ್ವಾಧೀನವು ಅವಶ್ಯಕತೆಯಿರುವುದರಿಂದ ಸರ್ಕಾರವು ಪ್ರಕಟಿಸುತ್ತದೆ. ಈ ಯೋಜನೆಗೆ ಭೂಸ್ವಾಧೀನ ಪ್ರಕ್ರಿಯೆಯಲ್ಲಿ ಪಾರದರ್ಶಕತೆ, ಸೂಕ್ತ ಪರಿಹಾರದ ಹಕ್ಕು, ಪುನರ್ವಸತಿ ಮತ್ತು ಪುನರ್ನಿರ್ಮಾಣ ಕಾಯ್ದೆ-2013 (2013ರ ಕೇಂದ್ರ ಅಧಿನಿಯಮ ಸಂಖ್ಯೆ:30)ಕ್ಕೆ ಅನುಗುಣವಾಗಿ ಸರ್ಕಾರದ ಆದೇಶ ಸಂಖ್ಯೆ ದಿನಾಂಕ: 23-07-2019 ರಂದು ಜಾರಿಗೆ ಬಂದಿರುವ ಭೂಸ್ವಾಧೀನ ಪ್ರಕ್ರಿಯೆಯಲ್ಲಿ ಪಾರದರ್ಶಕತೆ, ಸೂಕ್ತ ಪರಿಹಾರದ ಹಕ್ಕು, ಪುನರ್ವಸತಿ ಮತ್ತು ಪುನರ್ನಿರ್ಮಾಣ (ಕರ್ನಾಟಕ ತಿದ್ದುಪಡಿ) ಕಾಯ್ದೆ-2019 (2019ರ ಕರ್ನಾಟಕ ಅಧಿನಿಯಮ ಸಂಖ್ಯೆ 16)ರ ಕಲಂ 10(ಎ) ರಡಿ ಸಾಮಾಜಿಕ ಪರಿಣಾಮ ಮೌಲ್ಯಮಾಪನ ಅಧ್ಯಾಯ-II ಮತ್ತು III ರಲ್ಲಿನ ಉಪಬಂಧಗಳನ್ನು ಅನ್ವಯಿಸುವುದರಿಂದ ವಿನಾಯಿತಿ ನೀಡಿ ಸಂಖ್ಯೆ ಕಂ.ಇ. 04 ಎಲ್‌ಎಕ್ಯೂ 2020 ದಿನಾಂಕ 28-03-2022 ರ ಸರ್ಕಾರದ ಅಧಿಸೂಚನೆಯನ್ನು ಹೊರಡಿಸಲಾಗಿದ್ದು ಈ ಅಧಿಸೂಚನೆ ರಾಜ್ಯಪತ್ರದಲ್ಲಿ ದಿನಾಂಕ 28-03-2022 ರಂದು ಪ್ರಕಟವಾಗಿರುತ್ತದೆ. <box>53 562 457 629</box>
person-figure <box>721 147 739 257</box>
land-acquisition-notice <box>480 664 900 1422</box>
article-headline: ಸಣ್ಣ ಮತ್ತು ಅತಿ ಸಣ್ಣ ಘಟಕ ಸ್ಥಾಪನೆಗೆ ಪ್ರಸ್ತಾವನೆ ಆಹ್ವಾನ <box>284 69 440 111</box>
registration-crosshair-icon <box>468 730 490 752</box>
page-number: ಪುಟ 2 <box>20 29 76 56</box>
schedule-location <box>486 1020 894 1029</box>
col-number: 9 <box>874 1063 894 1074</box>
reg-y: Y <box>903 1390 913 1400</box>
table-cell-acq: 0-19 <box>782 1075 830 1086</box>
schedule-table <box>486 1032 894 1118</box>
col-header: ತರಿ <box>856 1032 874 1063</box>
table-cell-acq: 7-02-08 <box>361 985 394 996</box>
sig-line: ವಿಶೇಷ ಜಿಲ್ಲಾಧಿಕಾರಿಗಳು, <box>325 1044 382 1053</box>
col-number: 2 <box>70 848 252 859</box>
table-cell-remark <box>436 985 456 996</box>
col-header: ಷರಾ <box>436 800 456 848</box>
table-cell-acq: 0-30 <box>782 1105 830 1116</box>
table-cell-name: ಒಟ್ಟು <box>503 1105 626 1116</box>
notice-reference-row <box>48 513 462 528</box>
registration-crosshair-icon <box>14 1270 36 1292</box>
table-cell-survey: 76/1ಬ/2 <box>252 938 292 958</box>
certificate-note: 2. ಕಲಂ 11(1) ರ ಪ್ರಸ್ತಾವನೆಯಲ್ಲಿ ಒಳಗೊಂಡ ಜಮೀನುಗಳ ಮೇಲೆ ಯಾವುದೇ ನಿರ್ಮಾಣಗಳು ಇರುವುದಿಲ್ಲ ಅಂತಾ ದೃಢೀಕರಿಸಲಾಗಿದೆ. <box>496 1141 817 1151</box>
notice-footer-code: ಜಾ.ಸಂ.ಸ.ಸ/ಭೂಸ್ವಾ/ಜಿ.ಜಿ/ಡಿ-82/2025-26 <box>642 1193 738 1201</box>
table-cell-name: ಕರಿಬಸ್ಸ ತಂದೆ ಹನುಮಂತಪ್ಪ ಲಂಬಾಣಿ ಹನುಮಂತಪ್ಪ ಗಿರಿಯಮ್ಮನವರ ನಾನಿಸಿ, ಸಿದ್ದಲಿಂಗಪ್ಪ ಗಿರಿಯಮ್ಮನವರ ನೀಲಮ್ಮ ಕೋಂ ಹನುಮಂತಪ್ಪ ಗುರುವಪ್ಪ ಕೋಂ ಮಲ್ಲಪ್ಪ ಕೊಟ್ರೇಶಪ್ಪ ತಂದೆ ಹನುಮಂತಪ್ಪ ಗಿರಿಯಮ್ಮನವರ ಹನುಮಂತಪ್ಪ ತಂದೆ ಹನುಮಂತಪ್ಪ ಜಕ್ಕಣ್ಣನವರ ಮಹಾದೇವ ಬಸವರಾಜ <box>70 859 252 895</box>
table-cell-sl <box>54 985 70 996</box>
notice-rule: [ಕರ್ನಾಟಕ ನಿಯಮದ ನಿಯಮ-5, 20(1) (ಬಿ)] <box>625 772 755 782</box>
table-cell-sl: 02 <box>54 895 70 915</box>
table-cell-remark: ಖುಷ್ಕಿ <box>874 1075 894 1086</box>
article-paragraph: ಗ್ರಾಮ ಪಂಚಾಯತಿ ಮೇಲ್ವಿಚಾರಕ ಸಂಘದ ಜಿಲ್ಲಾಧ್ಯಕ್ಷರು ಮಾತನಾಡಿ, ಸ್ಪರ್ಧಾತ್ಮಕ ಪರೀಕ್ಷೆಗಳಿಗೆ ಸಿದ್ಧರಾಗಲು ಗ್ರಂಥಾಲಯದ ಪುಸ್ತಕಗಳು ಉಪಯುಕ್ತವಾಗಿವೆ ಎಂದರು. <box>480 384 686 415</box>
table-cell-khar2 <box>394 915 418 926</box>
reg-k: K <box>905 93 911 101</box>
table-cell-area <box>292 985 334 996</box>
col-header: ಸ್ವಾಧೀನಕ್ಕೆ ಬೇಕಾದ ಒಟ್ಟು ವಿಸ್ತೀರ್ಣ <box>361 800 419 828</box>
table-cell-khar2 <box>394 938 418 958</box>
sig-line: ಸಹಿ/- <box>783 1155 797 1164</box>
table-row <box>487 1075 894 1086</box>
col-number: 3 <box>252 848 292 859</box>
table-cell-survey <box>252 985 292 996</box>
col-subheader: ಖರಾಬು <box>334 828 361 848</box>
table-cell-khar: 0-03 <box>334 957 361 985</box>
col-header: ಖಾತೆದಾರರ ಹೆಸರು <box>503 1032 626 1052</box>
table-cell-acq: 3-10-00 <box>361 938 394 958</box>
schedule-taluk: ತಾಲ್ಲೂಕು:-ರಾಣೇಬೆನ್ನೂರು <box>593 1019 654 1028</box>
table-cell-remark: ಮಾಹಾ <box>436 859 456 895</box>
table-cell-area: 0-22 0-06 <box>292 859 334 895</box>
article-paragraph: ಹಾವೇರಿ ಹಡಗಲಿ: ಸತತ ಅಧ್ಯಯನದಿಂದ ಯಶಸ್ಸು ಕಟ್ಟಿಟ್ಟ ಬುತ್ತಿ ಎಂದು ಕರ್ನಾಟಕ ಪ್ರೆಸ್ ಕ್ಲಬ್ ನ ತಾಲೂಕು ಅಧ್ಯಕ್ಷ ಬಿಚ್ಚುಗತ್ತಿ ಖಾಜಾ ಹುಸೇನ್ ಅಭಿಮತ ವ್ಯಕ್ತಪಡಿಸಿದರು. <box>480 276 686 307</box>
table-cell-khar: 0-01 <box>741 1086 781 1106</box>
reg-c: C <box>24 1424 34 1434</box>
notice-form: ನಮೂನೆ-V <box>675 762 705 772</box>
col-subheader: ಖರಾಬು <box>830 1052 856 1063</box>
person-figure <box>567 159 585 257</box>
certificate-title: ವ್ಯತ್ಯಯಗಳ ಪ್ರಮಾಣ ಪತ್ರ <box>53 1001 111 1010</box>
table-cell-area: 3-10 <box>292 938 334 958</box>
notice-paragraph: [ಈ ಯೋಜನೆಯು ಕಲಂ-40(2)ರ ವ್ಯಾಪ್ತಿಗೆ ಒಳಪಡುವುದರಿಂದ ಮತ್ತು ಅತ್ಯಂತ ಜರೂರಾಗಿ ಭೂಮಿಯ ಅವಶ್ಯಕತೆ ಇರುವುದರಿಂದ ಮತ್ತು ಅವಶ್ಯಕತೆ ಇರುವುದರಿಂದ ಸರ್ಕಾರದ ಆದೇಶ ಸಂಖ್ಯೆ ಕಂ.ಇ. 04 ಎಲ್‌ಎಕ್ಯೂ 2020 ದಿನಾಂಕ 28.03.2022 ರಂದು ಸ್ವಾಧೀನಕ್ಕೆ ಪಡೆಯಲು ತೀರ್ಮಾನಿಸಲಾಗಿದೆ.] <box>53 745 457 764</box>
col-number: 7 <box>394 848 418 859</box>
table-cell-name: ಹಲಗೇರಿ ಹನುಮಂತಪ್ಪ ನಾಗಪ್ಪ ಹಲಗೇರಿ ಗಂಗವ್ವ ಲಿಂಗ ನಾಗಪ್ಪ <box>503 1086 626 1106</box>
notice-form: ನಮೂನೆ-V <box>240 530 270 540</box>
person-figure <box>805 153 823 257</box>
article-byline: ಸಮಗ್ರ ಕರ್ನಾಟಕ ಸುದ್ದಿ <box>108 113 164 122</box>
sig-line: ವಿಶೇಷ ಭೂಸ್ವಾಧೀನಾಧಿಕಾರಿಗಳು <box>116 1044 188 1053</box>
col-subheader: ಖರಾಬು <box>741 1052 781 1063</box>
notice-paragraph: ಆದುದರಿಂದ ಈ ಮೂಲಕ ತಿಳಿಸುವುದೇನೆಂದರೆ ಭೂಸ್ವಾಧೀನ ಪ್ರಕ್ರಿಯೆಯಲ್ಲಿ ಪಾರದರ್ಶಕತೆ, ಸೂಕ್ತ ಪರಿಹಾರದ ಹಕ್ಕು, ಪುನರ್ವಸತಿ ಮತ್ತು ಪುನರ್ನಿರ್ಮಾಣ ಕಾಯ್ದೆ-2013 (2013ರ ಕೇಂದ್ರ ಅಧಿನಿಯಮ ಸಂಖ್ಯೆ 30) ರ ಕಲಂ-12 ಮೇರೆಗೆ ಪ್ರದತ್ತವಾದ ಅಧಿಕಾರ ಚಲಾಯಿಸುವಂತೆ ಮತ್ತು ವಿಶೇಷ ಜಿಲ್ಲಾಧಿಕಾರಿಗಳು ಪುನರ್ವಸತಿ ಮತ್ತು ಪುನರ್ನಿರ್ಮಾಣ ಬ್ಯಾಚ್ ನೀರಾವರಿ ಯೋಜನೆಗಳು ಬೆಳಗಾವಿ ರವರು ಈ ಮೂಲಕ ಸರ್ಕಾರವನ್ನು ಪ್ರಾಧಿಕಾರವನ್ನು ಮತ್ತು ಅವರ ಭೂಸ್ವಾಧೀನ ಅಧಿಕಾರಿಗಳು ಮತ್ತು ಸಿಬ್ಬಂದಿ ವರ್ಗದವರಿಗೆ ಜಮೀನು ಪ್ರವೇಶಿಸಲು ಅಧಿಕಾರ ನೀಡುತ್ತಾರೆ. <box>486 863 894 902</box>
state-emblem-icon <box>682 668 698 684</box>
table-cell-khar2: 0-03-00 <box>394 957 418 985</box>
signature-right <box>299 1035 408 1071</box>
article-byline: ಸಮಗ್ರ ಕರ್ನಾಟಕ ಸುದ್ದಿ <box>488 538 543 547</box>
banner-emblem <box>791 109 813 131</box>
col-number: 8 <box>418 848 436 859</box>
table-row <box>54 859 457 895</box>
schedule-code: ಎಲ್‌ಎಕ್ಯೂ/ಎಲ್‌ಆರ್ 23/25-26 <box>811 1007 894 1016</box>
table-cell-khar <box>334 985 361 996</box>
article-postal-felicitation <box>480 488 900 658</box>
table-cell-name: ಹಲಗೇರಿ ಹನುಮಂತಪ್ಪ ನಾಗಪ್ಪ <box>503 1075 626 1086</box>
signature-right <box>735 1155 844 1191</box>
notice-reference-row <box>481 745 899 760</box>
table-cell-sl: 01 <box>487 1075 503 1086</box>
article-paragraph: ಅಲ್ಪಸಂಖ್ಯಾತ ವಿದ್ಯಾರ್ಥಿಗಳಿಗೆ ವಿದ್ಯಾರ್ಥಿ ವೇತನ, ಪಿಎಂಶ್ರೀ ಫೆಲೋಶಿಪ್ ಸೇರಿದಂತೆ ವಿವಿಧ ಸೌಲಭ್ಯಗಳನ್ನು ಈ ಎಲ್ಲ ಮಾಹಿತಿಗಳನ್ನು ಕಾಲಕಾಲಕ್ಕೆ ವಿದ್ಯಾರ್ಥಿಗಳಿಗೆ ನೀಡಬೇಕು, ಹಾಸ್ಟೆಲ್ ಮತ್ತು ಮಕ್ಕಳಿಗೆ ಉತ್ತಮ ವಿದ್ಯಾಭ್ಯಾಸ ಕೊಡಿಸಲು ಮುಂದೆ ಬರಬೇಕು ಎಂದರು. <box>30 233 242 274</box>
article-body <box>259 129 465 256</box>
person-figure <box>543 153 561 257</box>
article-byline: ಸಮಗ್ರ ಕರ್ನಾಟಕ ಸುದ್ದಿ <box>259 116 314 125</box>
notice-office-english: OFFICE OF THE SPECIAL LAND ACQUISITION OFFICE RANEBENNUR-581115 <box>67 474 443 499</box>
sig-line: ಭೂಸ್ವಾಧೀನ, ಪುನರ್ವಸತಿ ಮತ್ತು ಪುನರ್ನಿರ್ಮಾಣ <box>735 1173 845 1182</box>
table-cell-remark: ಮಾಹಾ <box>436 938 456 958</box>
